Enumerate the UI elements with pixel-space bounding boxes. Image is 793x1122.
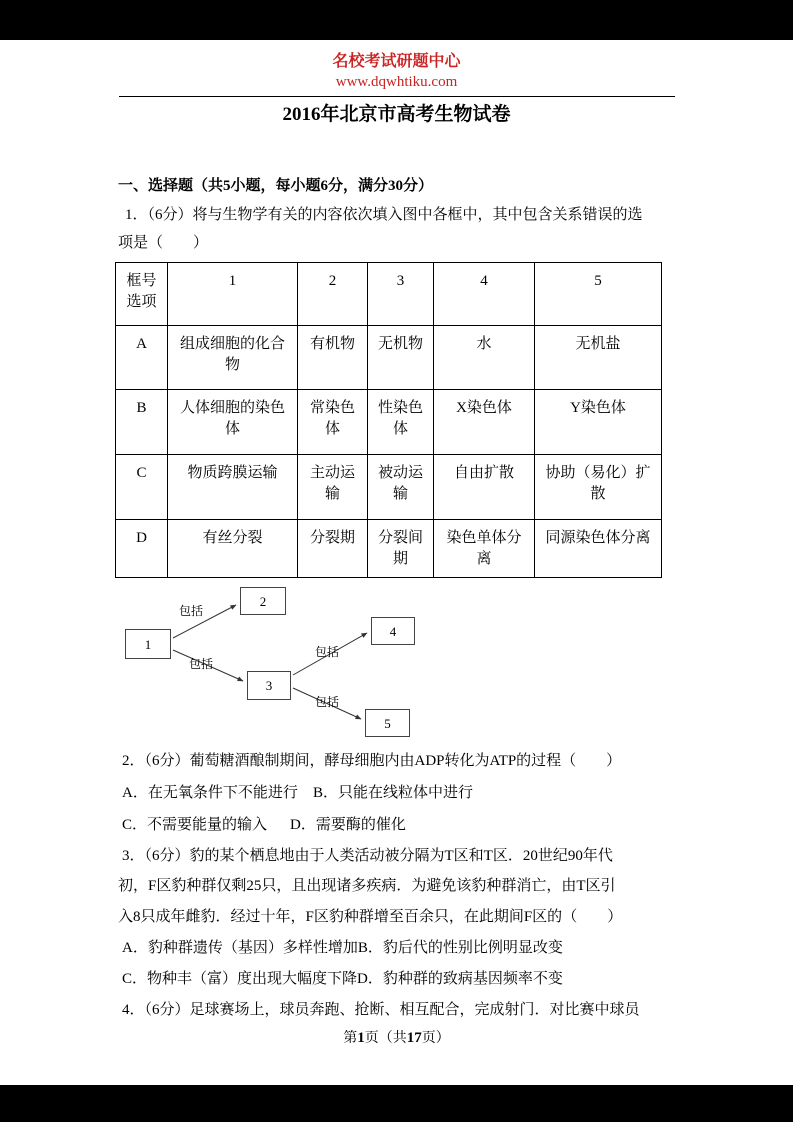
question-2-option-a: A．在无氧条件下不能进行	[122, 785, 298, 801]
question-1-diagram	[115, 582, 535, 752]
table-cell: 物质跨膜运输	[168, 455, 298, 520]
table-cell: 常染色体	[298, 390, 368, 455]
site-url: www.dqwhtiku.com	[335, 74, 458, 90]
diagram-box-3: 3	[247, 671, 291, 700]
table-cell: 性染色体	[368, 390, 434, 455]
header-divider	[119, 96, 675, 97]
column-header-4: 4	[434, 263, 535, 326]
diagram-arrows	[115, 582, 535, 752]
question-2-text: 2．（6分）葡萄糖酒酿制期间，酵母细胞内由ADP转化为ATP的过程（ ）	[122, 753, 622, 769]
table-cell: 无机物	[368, 326, 434, 390]
diagram-edge-label-3: 包括	[315, 645, 340, 659]
page-footer	[0, 1029, 793, 1048]
table-cell: 分裂间期	[368, 520, 434, 578]
row-label: D	[116, 520, 168, 578]
site-name: 名校考试研题中心	[332, 53, 461, 70]
diagram-box-2: 2	[240, 587, 286, 615]
row-label: A	[116, 326, 168, 390]
question-3-option-c: C．物种丰（富）度出现大幅度下降	[122, 971, 358, 987]
question-2-option-d: D．需要酶的催化	[290, 817, 406, 833]
section-heading: 一、选择题（共5小题，每小题6分，满分30分）	[118, 178, 434, 194]
table-cell: 协助（易化）扩散	[535, 455, 662, 520]
footer-mid: 页（共	[364, 1031, 407, 1046]
diagram-box-1: 1	[125, 629, 171, 659]
diagram-box-4: 4	[371, 617, 415, 645]
diagram-edge-label-4: 包括	[315, 695, 340, 709]
page-title: 2016年北京市高考生物试卷	[282, 104, 511, 125]
table-cell: 分裂期	[298, 520, 368, 578]
table-cell: 主动运输	[298, 455, 368, 520]
table-header-row	[116, 263, 662, 326]
question-3-text-line-2: 初，F区豹种群仅剩25只，且出现诸多疾病．为避免该豹种群消亡，由T区引	[118, 878, 616, 894]
diagram-edge-label-2: 包括	[189, 657, 214, 671]
question-1-text-line-1: 1．（6分）将与生物学有关的内容依次填入图中各框中，其中包含关系错误的选	[125, 207, 643, 223]
question-2-option-c: C．不需要能量的输入	[122, 817, 268, 833]
question-3-option-d: D．豹种群的致病基因频率不变	[357, 971, 563, 987]
table-cell: 自由扩散	[434, 455, 535, 520]
table-row-d	[116, 520, 662, 578]
question-2-options-row-1	[122, 784, 473, 803]
table-row-a	[116, 326, 662, 390]
table-cell: 水	[434, 326, 535, 390]
column-header-3: 3	[368, 263, 434, 326]
question-3-text-line-3: 入8只成年雌豹．经过十年，F区豹种群增至百余只，在此期间F区的（ ）	[118, 909, 623, 925]
question-1-text-line-2: 项是（ ）	[118, 235, 209, 251]
question-3-options-row-2	[122, 970, 563, 989]
bottom-black-bar	[0, 1085, 793, 1122]
table-cell: Y染色体	[535, 390, 662, 455]
footer-total-pages: 17	[406, 1030, 422, 1046]
question-1-table	[115, 262, 662, 578]
column-header-2: 2	[298, 263, 368, 326]
table-cell: 同源染色体分离	[535, 520, 662, 578]
question-3-option-b: B．豹后代的性别比例明显改变	[357, 940, 563, 956]
table-cell: 有机物	[298, 326, 368, 390]
question-2-options-row-2	[122, 816, 406, 835]
table-cell: 人体细胞的染色体	[168, 390, 298, 455]
column-header-1: 1	[168, 263, 298, 326]
question-3-text-line-1: 3．（6分）豹的某个栖息地由于人类活动被分隔为T区和T区．20世纪90年代	[122, 848, 613, 864]
footer-suffix: 页）	[421, 1031, 450, 1046]
question-2-option-b: B．只能在线粒体中进行	[313, 785, 474, 801]
diagram-box-5: 5	[365, 709, 410, 737]
corner-label-top: 框号	[126, 273, 157, 289]
table-cell: 无机盐	[535, 326, 662, 390]
question-3-option-a: A．豹种群遗传（基因）多样性增加	[122, 940, 358, 956]
top-black-bar	[0, 0, 793, 40]
diagram-edge-label-1: 包括	[179, 604, 204, 618]
column-header-5: 5	[535, 263, 662, 326]
question-4-text: 4．（6分）足球赛场上，球员奔跑、抢断、相互配合，完成射门．对比赛中球员	[122, 1002, 640, 1018]
table-cell: 被动运输	[368, 455, 434, 520]
table-cell: 染色单体分离	[434, 520, 535, 578]
table-cell: 有丝分裂	[168, 520, 298, 578]
table-cell: 组成细胞的化合物	[168, 326, 298, 390]
footer-prefix: 第	[343, 1031, 358, 1046]
table-cell: X染色体	[434, 390, 535, 455]
table-row-b	[116, 390, 662, 455]
row-label: B	[116, 390, 168, 455]
corner-label-bottom: 选项	[126, 294, 157, 310]
footer-page-number: 1	[357, 1030, 365, 1046]
row-label: C	[116, 455, 168, 520]
site-header	[0, 52, 793, 92]
table-corner-cell	[116, 263, 168, 326]
question-3-options-row-1	[122, 939, 563, 958]
table-row-c	[116, 455, 662, 520]
